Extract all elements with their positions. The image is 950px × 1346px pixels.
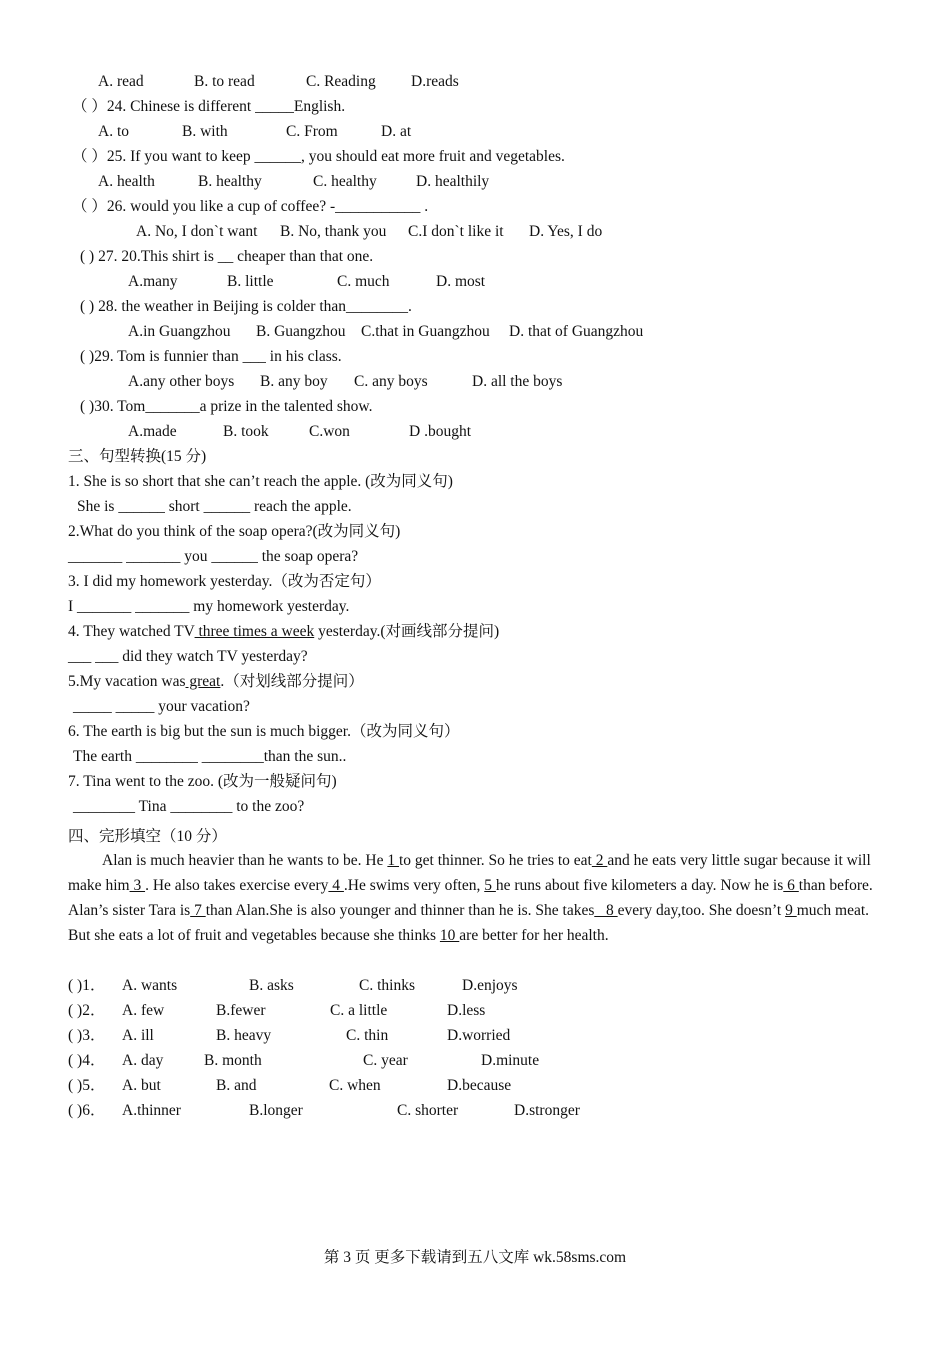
transform-2-question: 2.What do you think of the soap opera?(改为同义句) xyxy=(68,523,401,540)
option-c: C. when xyxy=(329,1077,381,1094)
transform-3-question: 3. I did my homework yesterday.（改为否定句） xyxy=(68,573,381,590)
option-a: A.any other boys xyxy=(128,373,235,390)
transform-3-answer: I _______ _______ my homework yesterday. xyxy=(68,598,350,615)
passage-text: than Alan.She is also younger and thinner than he is. She takes xyxy=(205,902,595,919)
option-c: C. thinks xyxy=(359,977,415,994)
option-d: D. that of Guangzhou xyxy=(509,323,644,340)
passage-text: are better for her health. xyxy=(459,927,609,944)
cloze-blank: 1 xyxy=(387,852,399,869)
option-a: A. No, I don`t want xyxy=(136,223,258,240)
option-b: B. took xyxy=(223,423,269,440)
option-d: D.stronger xyxy=(514,1102,580,1119)
question-29-stem: ( )29. Tom is funnier than ___ in his class. xyxy=(80,348,342,365)
passage-text: every day,too. She doesn’t xyxy=(617,902,786,919)
option-b: B. No, thank you xyxy=(280,223,387,240)
option-c: C. shorter xyxy=(397,1102,459,1119)
q-pre: 5.My vacation was xyxy=(68,673,186,690)
transform-1-question: 1. She is so short that she can’t reach the apple. (改为同义句) xyxy=(68,473,453,490)
option-b: B. little xyxy=(227,273,274,290)
cloze-blank: 5 xyxy=(484,877,496,894)
option-b: B. Guangzhou xyxy=(256,323,346,340)
option-a: A. day xyxy=(122,1052,164,1069)
option-a: A.thinner xyxy=(122,1102,181,1119)
transform-6-question: 6. The earth is big but the sun is much bigger.（改为同义句） xyxy=(68,723,460,740)
option-c: C. much xyxy=(337,273,390,290)
item-number: ( )1． xyxy=(68,977,106,994)
option-b: B. healthy xyxy=(198,173,262,190)
option-a: A. few xyxy=(122,1002,165,1019)
option-a: A.in Guangzhou xyxy=(128,323,231,340)
item-number: ( )5． xyxy=(68,1077,106,1094)
passage-text: to get thinner. So he tries to eat xyxy=(399,852,592,869)
option-a: A. to xyxy=(98,123,129,140)
option-d: D.enjoys xyxy=(462,977,518,994)
transform-4-question xyxy=(68,622,499,642)
cloze-blank: 6 xyxy=(783,877,799,894)
cloze-blank: _ 8 xyxy=(594,902,618,919)
option-d: D. most xyxy=(436,273,486,290)
option-d: D.less xyxy=(447,1002,486,1019)
option-b: B. to read xyxy=(194,73,255,90)
transform-1-answer: She is ______ short ______ reach the apple. xyxy=(77,498,352,515)
question-24-stem: （ ）24. Chinese is different _____English. xyxy=(72,98,346,115)
q-pre: 4. They watched TV xyxy=(68,623,195,640)
option-d: D.reads xyxy=(411,73,459,90)
cloze-blank: 4 xyxy=(328,877,344,894)
option-c: C.that in Guangzhou xyxy=(361,323,490,340)
underlined-word: great xyxy=(185,673,221,690)
item-number: ( )4． xyxy=(68,1052,106,1069)
option-c: C. any boys xyxy=(354,373,428,390)
cloze-passage xyxy=(68,848,884,948)
option-a: A.many xyxy=(128,273,178,290)
transform-6-answer: The earth ________ ________than the sun.. xyxy=(73,748,347,765)
option-b: B. any boy xyxy=(260,373,328,390)
question-26-stem: （ ）26. would you like a cup of coffee? -___________ . xyxy=(72,198,429,215)
option-a: A.made xyxy=(128,423,177,440)
item-number: ( )2． xyxy=(68,1002,106,1019)
item-number: ( )3． xyxy=(68,1027,106,1044)
option-c: C.won xyxy=(309,423,350,440)
option-c: C. year xyxy=(363,1052,408,1069)
option-d: D. all the boys xyxy=(472,373,563,390)
passage-text: than before. Alan’s sister Tara is xyxy=(68,877,873,919)
option-a: A. but xyxy=(122,1077,161,1094)
passage-text: he runs about five kilometers a day. Now he is xyxy=(495,877,784,894)
option-d: D .bought xyxy=(409,423,471,440)
question-25-stem: （ ）25. If you want to keep ______, you should eat more fruit and vegetables. xyxy=(72,148,565,165)
question-30-stem: ( )30. Tom_______a prize in the talented show. xyxy=(80,398,373,415)
q-post: .（对划线部分提问） xyxy=(220,673,364,690)
transform-5-question xyxy=(68,672,364,692)
question-27-stem: ( ) 27. 20.This shirt is __ cheaper than that one. xyxy=(80,248,374,265)
option-b: B. and xyxy=(216,1077,257,1094)
passage-text: . He also takes exercise every xyxy=(145,877,329,894)
option-c: C. healthy xyxy=(313,173,377,190)
underlined-phrase: three times a week xyxy=(194,623,315,640)
cloze-blank: 3 xyxy=(129,877,146,894)
option-c: C. From xyxy=(286,123,338,140)
option-d: D. healthily xyxy=(416,173,490,190)
option-b: B.fewer xyxy=(216,1002,266,1019)
cloze-blank: 10 xyxy=(439,927,460,944)
option-a: A. read xyxy=(98,73,144,90)
option-b: B. heavy xyxy=(216,1027,272,1044)
option-d: D.because xyxy=(447,1077,512,1094)
option-b: B.longer xyxy=(249,1102,303,1119)
passage-text: much meat. But she eats a lot of fruit and vegetables because she thinks xyxy=(68,902,870,944)
option-c: C. Reading xyxy=(306,73,376,90)
transform-5-answer: _____ _____ your vacation? xyxy=(73,698,250,715)
transform-7-answer: ________ Tina ________ to the zoo? xyxy=(73,798,305,815)
option-b: B. with xyxy=(182,123,228,140)
section-3-heading: 三、句型转换(15 分) xyxy=(68,448,207,465)
option-c: C. a little xyxy=(330,1002,388,1019)
option-d: D. at xyxy=(381,123,412,140)
cloze-blank: 7 xyxy=(190,902,206,919)
page-footer: 第 3 页 更多下载请到五八文库 wk.58sms.com xyxy=(323,1249,627,1266)
option-c: C.I don`t like it xyxy=(408,223,504,240)
option-b: B. asks xyxy=(249,977,294,994)
section-4-heading: 四、完形填空（10 分） xyxy=(68,828,227,845)
option-d: D. Yes, I do xyxy=(529,223,603,240)
option-a: A. ill xyxy=(122,1027,154,1044)
option-b: B. month xyxy=(204,1052,262,1069)
option-d: D.worried xyxy=(447,1027,511,1044)
transform-2-answer: _______ _______ you ______ the soap opera? xyxy=(68,548,359,565)
transform-4-answer: ___ ___ did they watch TV yesterday? xyxy=(68,648,308,665)
item-number: ( )6． xyxy=(68,1102,106,1119)
cloze-blank: 2 xyxy=(591,852,608,869)
passage-text: .He swims very often, xyxy=(343,877,485,894)
passage-text: and he eats very little sugar because it will make him xyxy=(68,852,871,894)
cloze-blank: 9 xyxy=(785,902,797,919)
q-post: yesterday.(对画线部分提问) xyxy=(314,623,500,640)
transform-7-question: 7. Tina went to the zoo. (改为一般疑问句) xyxy=(68,773,337,790)
option-a: A. wants xyxy=(122,977,178,994)
option-c: C. thin xyxy=(346,1027,389,1044)
question-28-stem: ( ) 28. the weather in Beijing is colder than________. xyxy=(80,298,412,315)
option-a: A. health xyxy=(98,173,155,190)
passage-text: Alan is much heavier than he wants to be. He xyxy=(102,852,388,869)
option-d: D.minute xyxy=(481,1052,540,1069)
